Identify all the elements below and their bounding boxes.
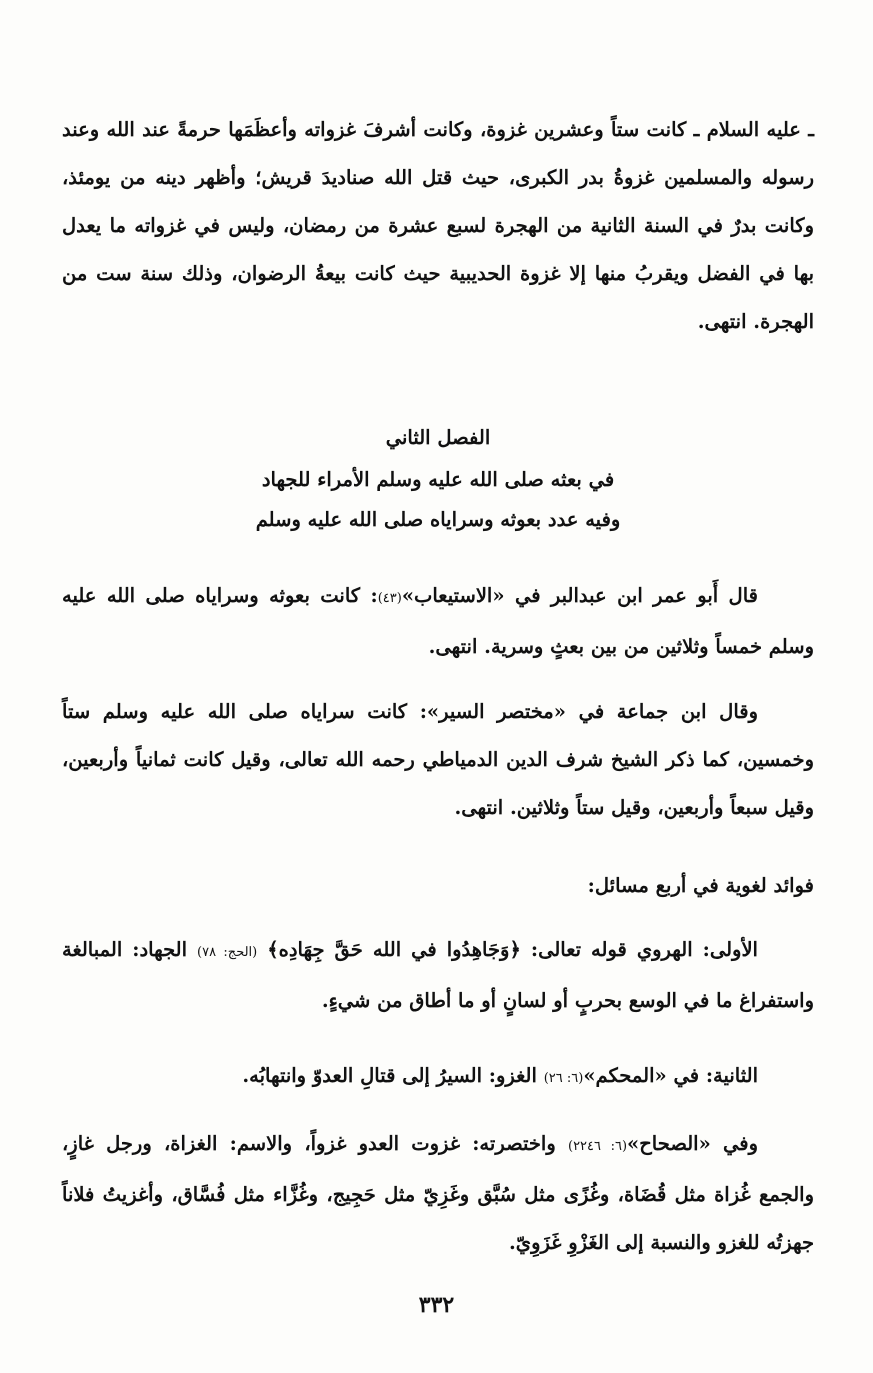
reference-istiab: (٤٣) xyxy=(377,591,402,606)
paragraph-second-issue xyxy=(62,1052,814,1103)
paragraph-ibn-jamaa: وقال ابن جماعة في «مختصر السير»: كانت سراياه صلى الله عليه وسلم ستاً وخمسين، كما ذكر الشيخ شرف الدين الدمياطي رحمه الله تعالى، وقيل كانت ثمانياً وأربعين، وقيل سبعاً وأربعين، وقيل ستاً وثلاثين. انتهى. xyxy=(62,700,814,819)
paragraph-istiab-lead: قال أَبو عمر ابن عبدالبر في «الاستيعاب» xyxy=(401,584,758,607)
paragraph-second-issue-lead: الثانية: في «المحكم» xyxy=(583,1064,758,1087)
page-number: ٣٣٢ xyxy=(418,1292,455,1318)
paragraph-sihah xyxy=(62,1120,814,1267)
chapter-title: الفصل الثاني xyxy=(385,426,491,449)
paragraph-istiab-body: : كانت بعوثه وسراياه صلى الله عليه وسلم خمساً وثلاثين من بين بعثٍ وسرية. انتهى. xyxy=(62,584,814,658)
paragraph-first-issue-lead: الأولى: الهروي قوله تعالى: xyxy=(520,938,758,961)
verse-reference: (الحج: ٧٨) xyxy=(197,945,258,960)
paragraph-sihah-lead: وفي «الصحاح» xyxy=(627,1132,758,1155)
paragraph-sihah-body: واختصرته: غزوت العدو غزواً، والاسم: الغزاة، ورجل غازٍ، والجمع غُزاة مثل قُضَاة، وغُزًى مثل سُبَّق وغَزِيّ مثل حَجِيج، وغُزَّاء مثل فُسَّاق، وأغزيتُ فلاناً جهزتُه للغزو والنسبة إلى الغَزْوِ غَزَوِيّ. xyxy=(62,1132,814,1254)
paragraph-first-issue xyxy=(62,926,814,1025)
paragraph-first-issue-body: الجهاد: المبالغة واستفراغ ما في الوسع بحربٍ أو لسانٍ أو ما أطاق من شيءٍ. xyxy=(62,938,814,1012)
paragraph-continuation: ـ عليه السلام ـ كانت ستاً وعشرين غزوة، وكانت أشرفَ غزواته وأعظَمَها حرمةً عند الله وعند رسوله والمسلمين غزوةُ بدر الكبرى، حيث قتل الله صناديدَ قريش؛ وأظهر دينه من يومئذ، وكانت بدرٌ في السنة الثانية من الهجرة لسبع عشرة من رمضان، وليس في غزواته ما يعدل بها في الفضل ويقربُ منها إلا غزوة الحديبية حيث كانت بيعةُ الرضوان، وذلك سنة ست من الهجرة. انتهى. xyxy=(62,118,814,333)
chapter-subtitle-1: في بعثه صلى الله عليه وسلم الأمراء للجهاد xyxy=(261,468,615,491)
reference-sihah: (٦: ٢٢٤٦) xyxy=(567,1139,628,1154)
section-heading: فوائد لغوية في أربع مسائل: xyxy=(587,874,814,897)
paragraph-second-issue-body: الغزو: السيرُ إلى قتالِ العدوّ وانتهابُه. xyxy=(242,1064,544,1087)
chapter-subtitle-2: وفيه عدد بعوثه وسراياه صلى الله عليه وسلم xyxy=(255,508,621,531)
quran-verse: ﴿وَجَاهِدُوا في الله حَقَّ جِهَادِه﴾ xyxy=(267,938,521,961)
paragraph-istiab xyxy=(62,572,814,671)
reference-muhkam: (٦: ٢٦) xyxy=(543,1071,584,1086)
